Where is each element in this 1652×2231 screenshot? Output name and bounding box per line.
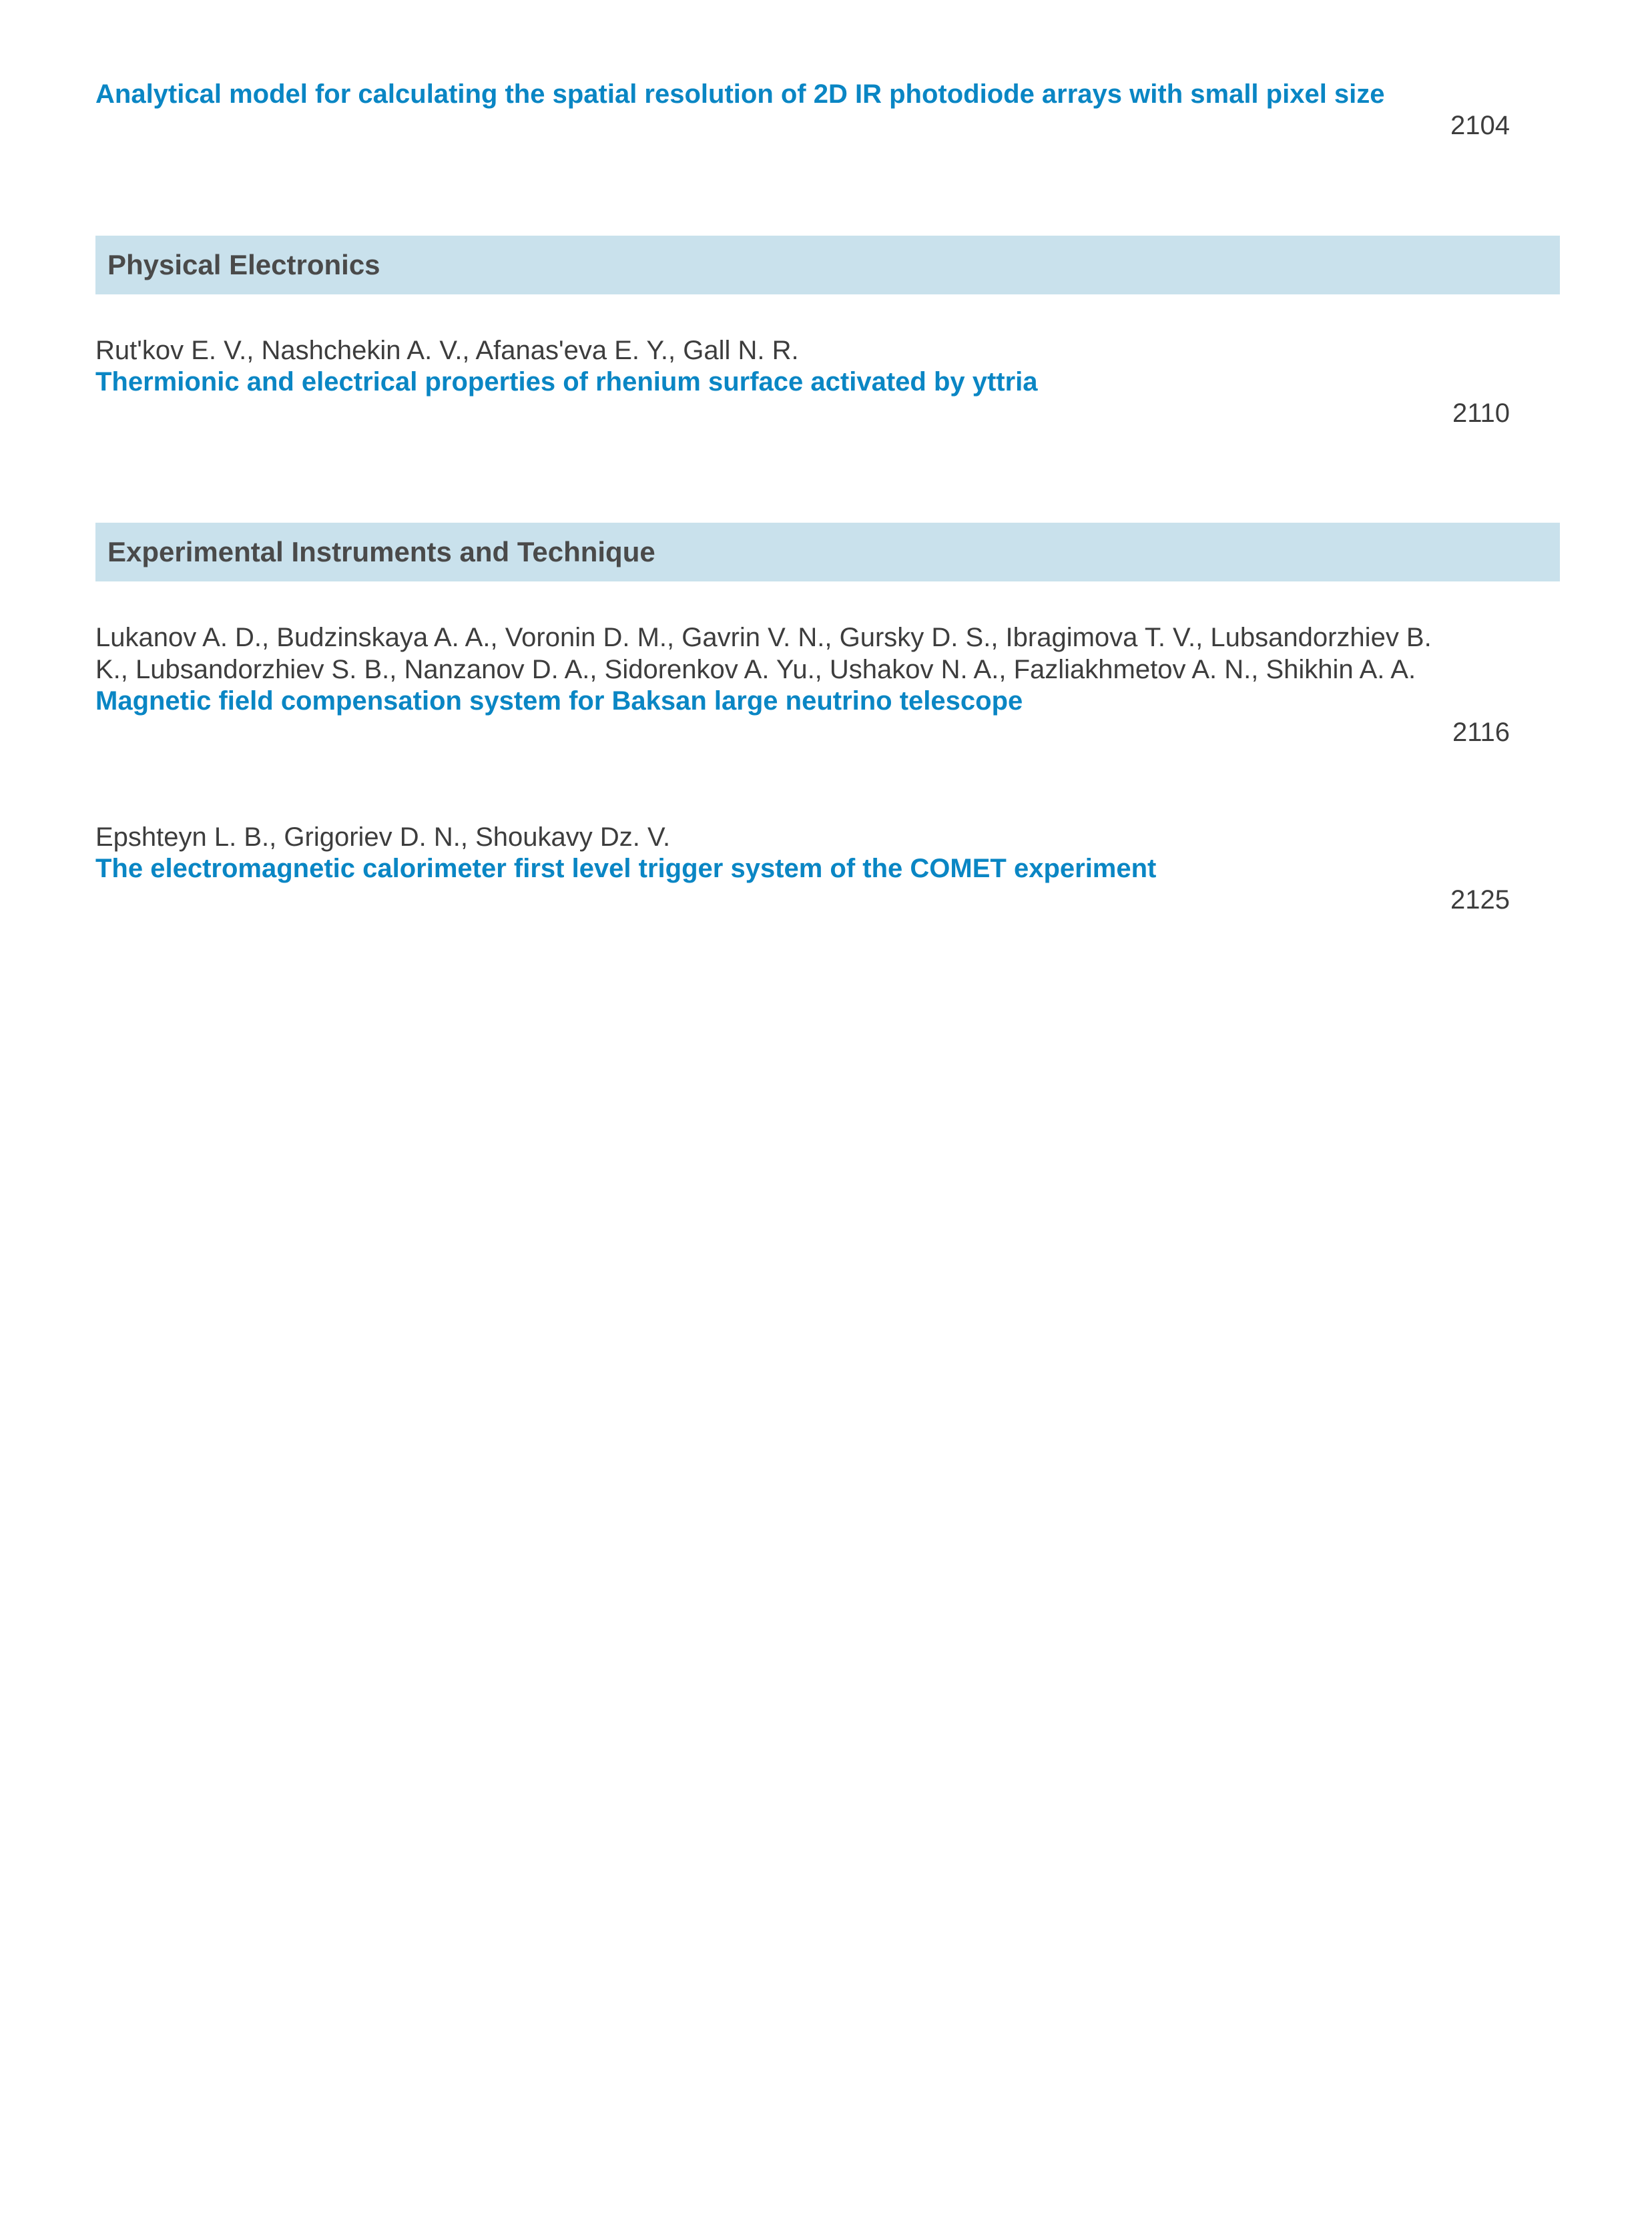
article-authors: Epshteyn L. B., Grigoriev D. N., Shoukavy Dz. V. bbox=[95, 822, 671, 852]
section-heading: Experimental Instruments and Technique bbox=[107, 536, 655, 567]
page-number: 2116 bbox=[1452, 718, 1510, 747]
authors-line: Lukanov A. D., Budzinskaya A. A., Voronin D. M., Gavrin V. N., Gursky D. S., Ibragimova T. V., Lubsandorzhiev B. bbox=[95, 623, 1432, 652]
article-authors: Rut'kov E. V., Nashchekin A. V., Afanas'eva E. Y., Gall N. R. bbox=[95, 336, 799, 365]
page-number: 2104 bbox=[1450, 111, 1510, 140]
page-number: 2110 bbox=[1452, 399, 1510, 428]
article-authors bbox=[95, 622, 1494, 686]
article-title[interactable]: Analytical model for calculating the spatial resolution of 2D IR photodiode arrays with small pixel size bbox=[95, 79, 1385, 109]
article-title[interactable]: Thermionic and electrical properties of rhenium surface activated by yttria bbox=[95, 367, 1038, 397]
article-title[interactable]: The electromagnetic calorimeter first level trigger system of the COMET experiment bbox=[95, 854, 1157, 883]
authors-line: K., Lubsandorzhiev S. B., Nanzanov D. A., Sidorenkov A. Yu., Ushakov N. A., Fazliakhmetov A. N., Shikhin A. A. bbox=[95, 655, 1416, 684]
article-title[interactable]: Magnetic field compensation system for Baksan large neutrino telescope bbox=[95, 686, 1023, 716]
section-header-physical-electronics bbox=[95, 236, 1560, 294]
page-number: 2125 bbox=[1450, 885, 1510, 915]
section-heading: Physical Electronics bbox=[107, 249, 380, 280]
section-header-experimental-instruments bbox=[95, 523, 1560, 581]
